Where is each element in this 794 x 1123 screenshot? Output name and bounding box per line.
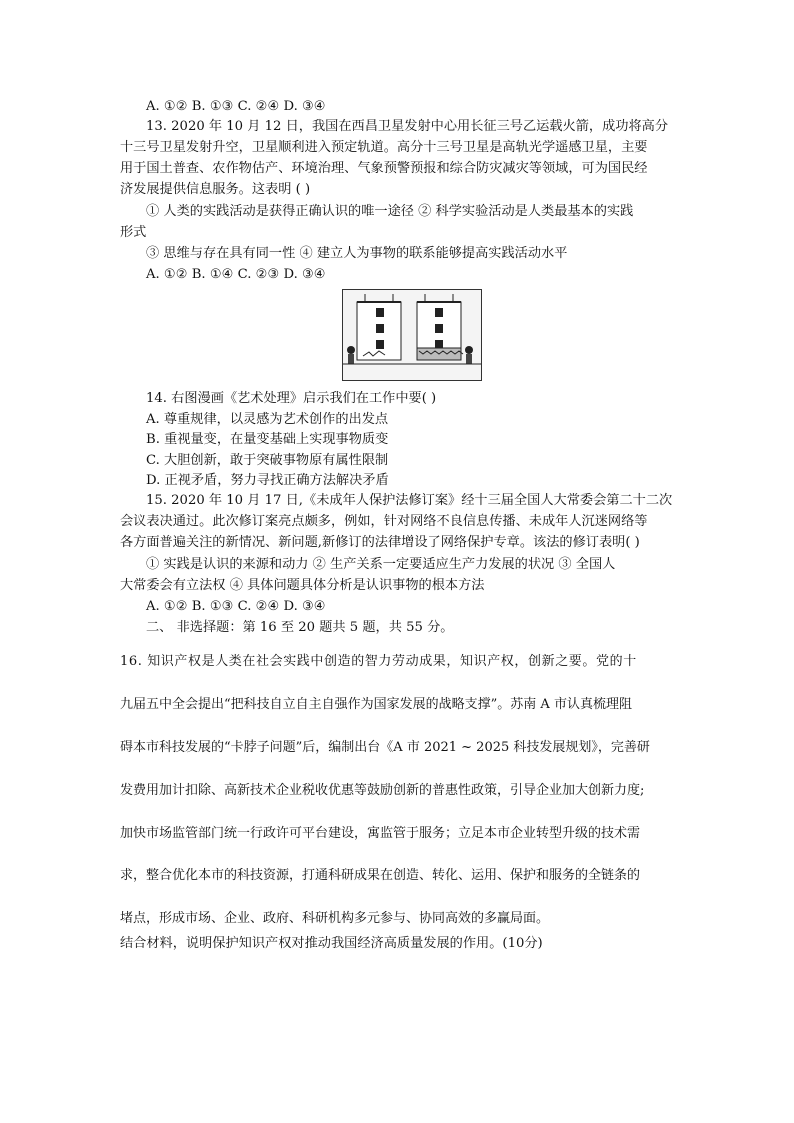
- q13-stem-line-2: 十三号卫星发射升空，卫星顺利进入预定轨道。高分十三号卫星是高轨光学遥感卫星，主要: [120, 140, 648, 155]
- q13-statements-line-1: ① 人类的实践活动是获得正确认识的唯一途径 ② 科学实验活动是人类最基本的实践: [146, 204, 634, 219]
- q12-options: A. ①② B. ①③ C. ②④ D. ③④: [146, 99, 326, 114]
- cartoon-drawing: [343, 290, 481, 380]
- q13-options: A. ①② B. ①④ C. ②③ D. ③④: [146, 267, 326, 282]
- q16-material-line-4: 发费用加计扣除、高新技术企业税收优惠等鼓励创新的普惠性政策，引导企业加大创新力度;: [120, 783, 645, 798]
- q15-options: A. ①② B. ①③ C. ②④ D. ③④: [146, 599, 326, 614]
- q13-stem-line-3: 用于国土普查、农作物估产、环境治理、气象预警预报和综合防灾减灾等领域，可为国民经: [120, 161, 648, 176]
- q15-stem-line-3: 各方面普遍关注的新情况、新问题,新修订的法律增设了网络保护专章。该法的修订表明( ): [120, 535, 640, 550]
- q16-material-line-3: 碍本市科技发展的“卡脖子问题”后，编制出台《A 市 2021 ~ 2025 科技发展规划》，完善研: [120, 740, 650, 755]
- section-two-heading: 二、 非选择题：第 16 至 20 题共 5 题，共 55 分。: [146, 620, 454, 635]
- q14-option-c: C. 大胆创新，敢于突破事物原有属性限制: [146, 453, 389, 468]
- q16-question: 结合材料，说明保护知识产权对推动我国经济高质量发展的作用。(10分): [120, 936, 543, 951]
- q13-statements-line-3: ③ 思维与存在具有同一性 ④ 建立人为事物的联系能够提高实践活动水平: [146, 246, 568, 261]
- q16-material-line-2: 九届五中全会提出“把科技自立自主自强作为国家发展的战略支撑”。苏南 A 市认真梳理阻: [120, 697, 632, 712]
- q13-stem-line-4: 济发展提供信息服务。这表明 ( ): [120, 182, 311, 197]
- q15-stem-line-1: 15. 2020 年 10 月 17 日,《未成年人保护法修订案》经十三届全国人大常委会第二十二次: [146, 493, 673, 508]
- q14-stem: 14. 右图漫画《艺术处理》启示我们在工作中要( ): [146, 391, 437, 406]
- q16-material-line-6: 求，整合优化本市的科技资源，打通科研成果在创造、转化、运用、保护和服务的全链条的: [120, 868, 641, 883]
- q16-material-line-5: 加快市场监管部门统一行政许可平台建设，寓监管于服务；立足本市企业转型升级的技术需: [120, 826, 641, 841]
- q15-statements-line-2: 大常委会有立法权 ④ 具体问题具体分析是认识事物的根本方法: [120, 578, 485, 593]
- q14-option-a: A. 尊重规律，以灵感为艺术创作的出发点: [146, 412, 389, 427]
- q14-option-b: B. 重视量变，在量变基础上实现事物质变: [146, 432, 389, 447]
- q16-material-line-7: 堵点，形成市场、企业、政府、科研机构多元参与、协同高效的多赢局面。: [120, 911, 550, 926]
- q13-stem-line-1: 13. 2020 年 10 月 12 日，我国在西昌卫星发射中心用长征三号乙运载火箭，成功将高分: [146, 119, 669, 134]
- q16-material-line-1: 16. 知识产权是人类在社会实践中创造的智力劳动成果，知识产权，创新之要。党的十: [120, 654, 637, 669]
- q15-stem-line-2: 会议表决通过。此次修订案亮点颇多，例如，针对网络不良信息传播、未成年人沉迷网络等: [120, 514, 648, 529]
- q14-option-d: D. 正视矛盾，努力寻找正确方法解决矛盾: [146, 473, 389, 488]
- cartoon-art-processing-image: [342, 289, 482, 381]
- q13-statements-line-2: 形式: [120, 225, 147, 240]
- q15-statements-line-1: ① 实践是认识的来源和动力 ② 生产关系一定要适应生产力发展的状况 ③ 全国人: [146, 557, 616, 572]
